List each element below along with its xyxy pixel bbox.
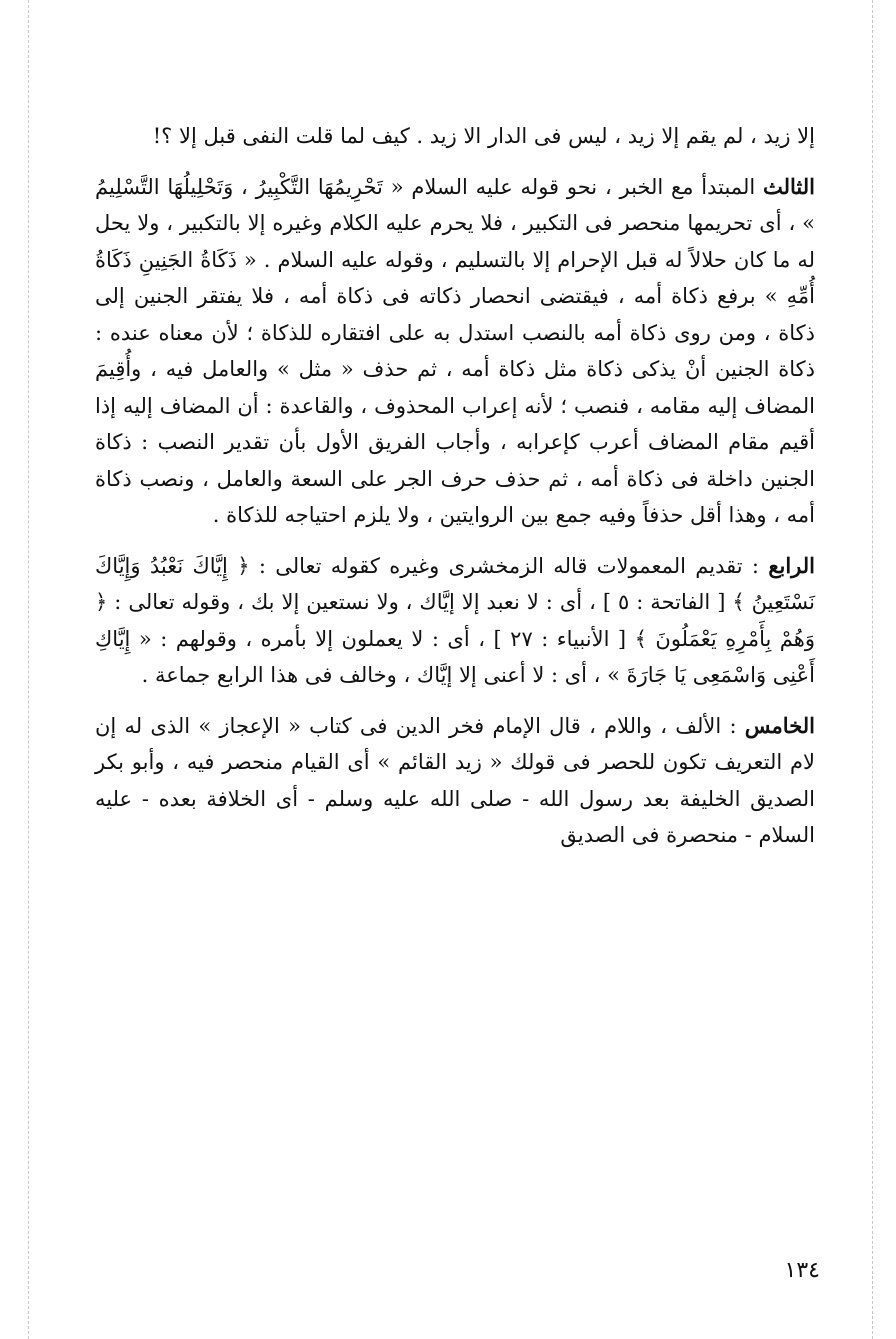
paragraph-continuation <box>95 118 815 155</box>
page-number: ١٣٤ <box>784 1258 820 1283</box>
paragraph-lead: الخامس <box>744 712 815 738</box>
paragraph-lead: الثالث <box>763 173 815 199</box>
page-edge-left <box>28 0 29 1339</box>
paragraph-third <box>95 169 815 534</box>
paragraph-text: : الألف ، واللام ، قال الإمام فخر الدين فى كتاب « الإعجاز » الذى له إن لام التعريف تكون للحصر فى قولك « زيد القائم » أى القيام منحصر فيه ، وأبو بكر الصديق الخليفة بعد رسول الله - صلى الله عليه وسلم - أى الخلافة بعده - عليه السلام - منحصرة فى الصديق <box>95 713 815 847</box>
paragraph-lead: الرابع <box>768 552 815 578</box>
paragraph-fifth <box>95 708 815 854</box>
page-edge-right <box>872 0 873 1339</box>
page-body <box>95 118 815 868</box>
paragraph-fourth <box>95 548 815 694</box>
paragraph-text: إلا زيد ، لم يقم إلا زيد ، ليس فى الدار الا زيد . كيف لما قلت النفى قبل إلا ؟! <box>152 124 815 148</box>
paragraph-text: : تقديم المعمولات قاله الزمخشرى وغيره كقوله تعالى : ﴿ إِيَّاكَ نَعْبُدُ وَإِيَّاكَ نَسْتَعِينُ ﴾ [ الفاتحة : ٥ ] ، أى : لا نعبد إلا إيَّاك ، ولا نستعين إلا بك ، وقوله تعالى : ﴿ وَهُمْ بِأَمْرِهِ يَعْمَلُونَ ﴾ [ الأنبياء : ٢٧ ] ، أى : لا يعملون إلا بأمره ، وقولهم : « إِيَّاكِ أَعْنِى وَاسْمَعِى يَا جَارَةَ » ، أى : لا أعنى إلا إيَّاك ، وخالف فى هذا الرابع جماعة . <box>95 553 816 687</box>
paragraph-text: المبتدأ مع الخبر ، نحو قوله عليه السلام « تَحْرِيمُهَا التَّكْبِيرُ ، وَتَحْلِيلُهَا التَّسْلِيمُ » ، أى تحريمها منحصر فى التكبير ، فلا يحرم عليه الكلام وغيره إلا بالتكبير ، ولا يحل له ما كان حلالاً له قبل الإحرام إلا بالتسليم ، وقوله عليه السلام . « ذَكَاةُ الجَنِينِ ذَكَاةُ أُمِّهِ » برفع ذكاة أمه ، فيقتضى انحصار ذكاته فى ذكاة أمه ، فلا يفتقر الجنين إلى ذكاة ، ومن روى ذكاة أمه بالنصب استدل به على افتقاره للذكاة ؛ لأن معناه عنده : ذكاة الجنين أنْ يذكى ذكاة مثل ذكاة أمه ، ثم حذف « مثل » والعامل فيه ، وأُقِيمَ المضاف إليه مقامه ، فنصب ؛ لأنه إعراب المحذوف ، والقاعدة : أن المضاف إليه إذا أقيم مقام المضاف أعرب كإعرابه ، وأجاب الفريق الأول بأن تقدير النصب : ذكاة الجنين داخلة فى ذكاة أمه ، ثم حذف حرف الجر على السعة والعامل ، ونصب ذكاة أمه ، وهذا أقل حذفاً وفيه جمع بين الروايتين ، ولا يلزم احتياجه للذكاة . <box>95 174 815 527</box>
